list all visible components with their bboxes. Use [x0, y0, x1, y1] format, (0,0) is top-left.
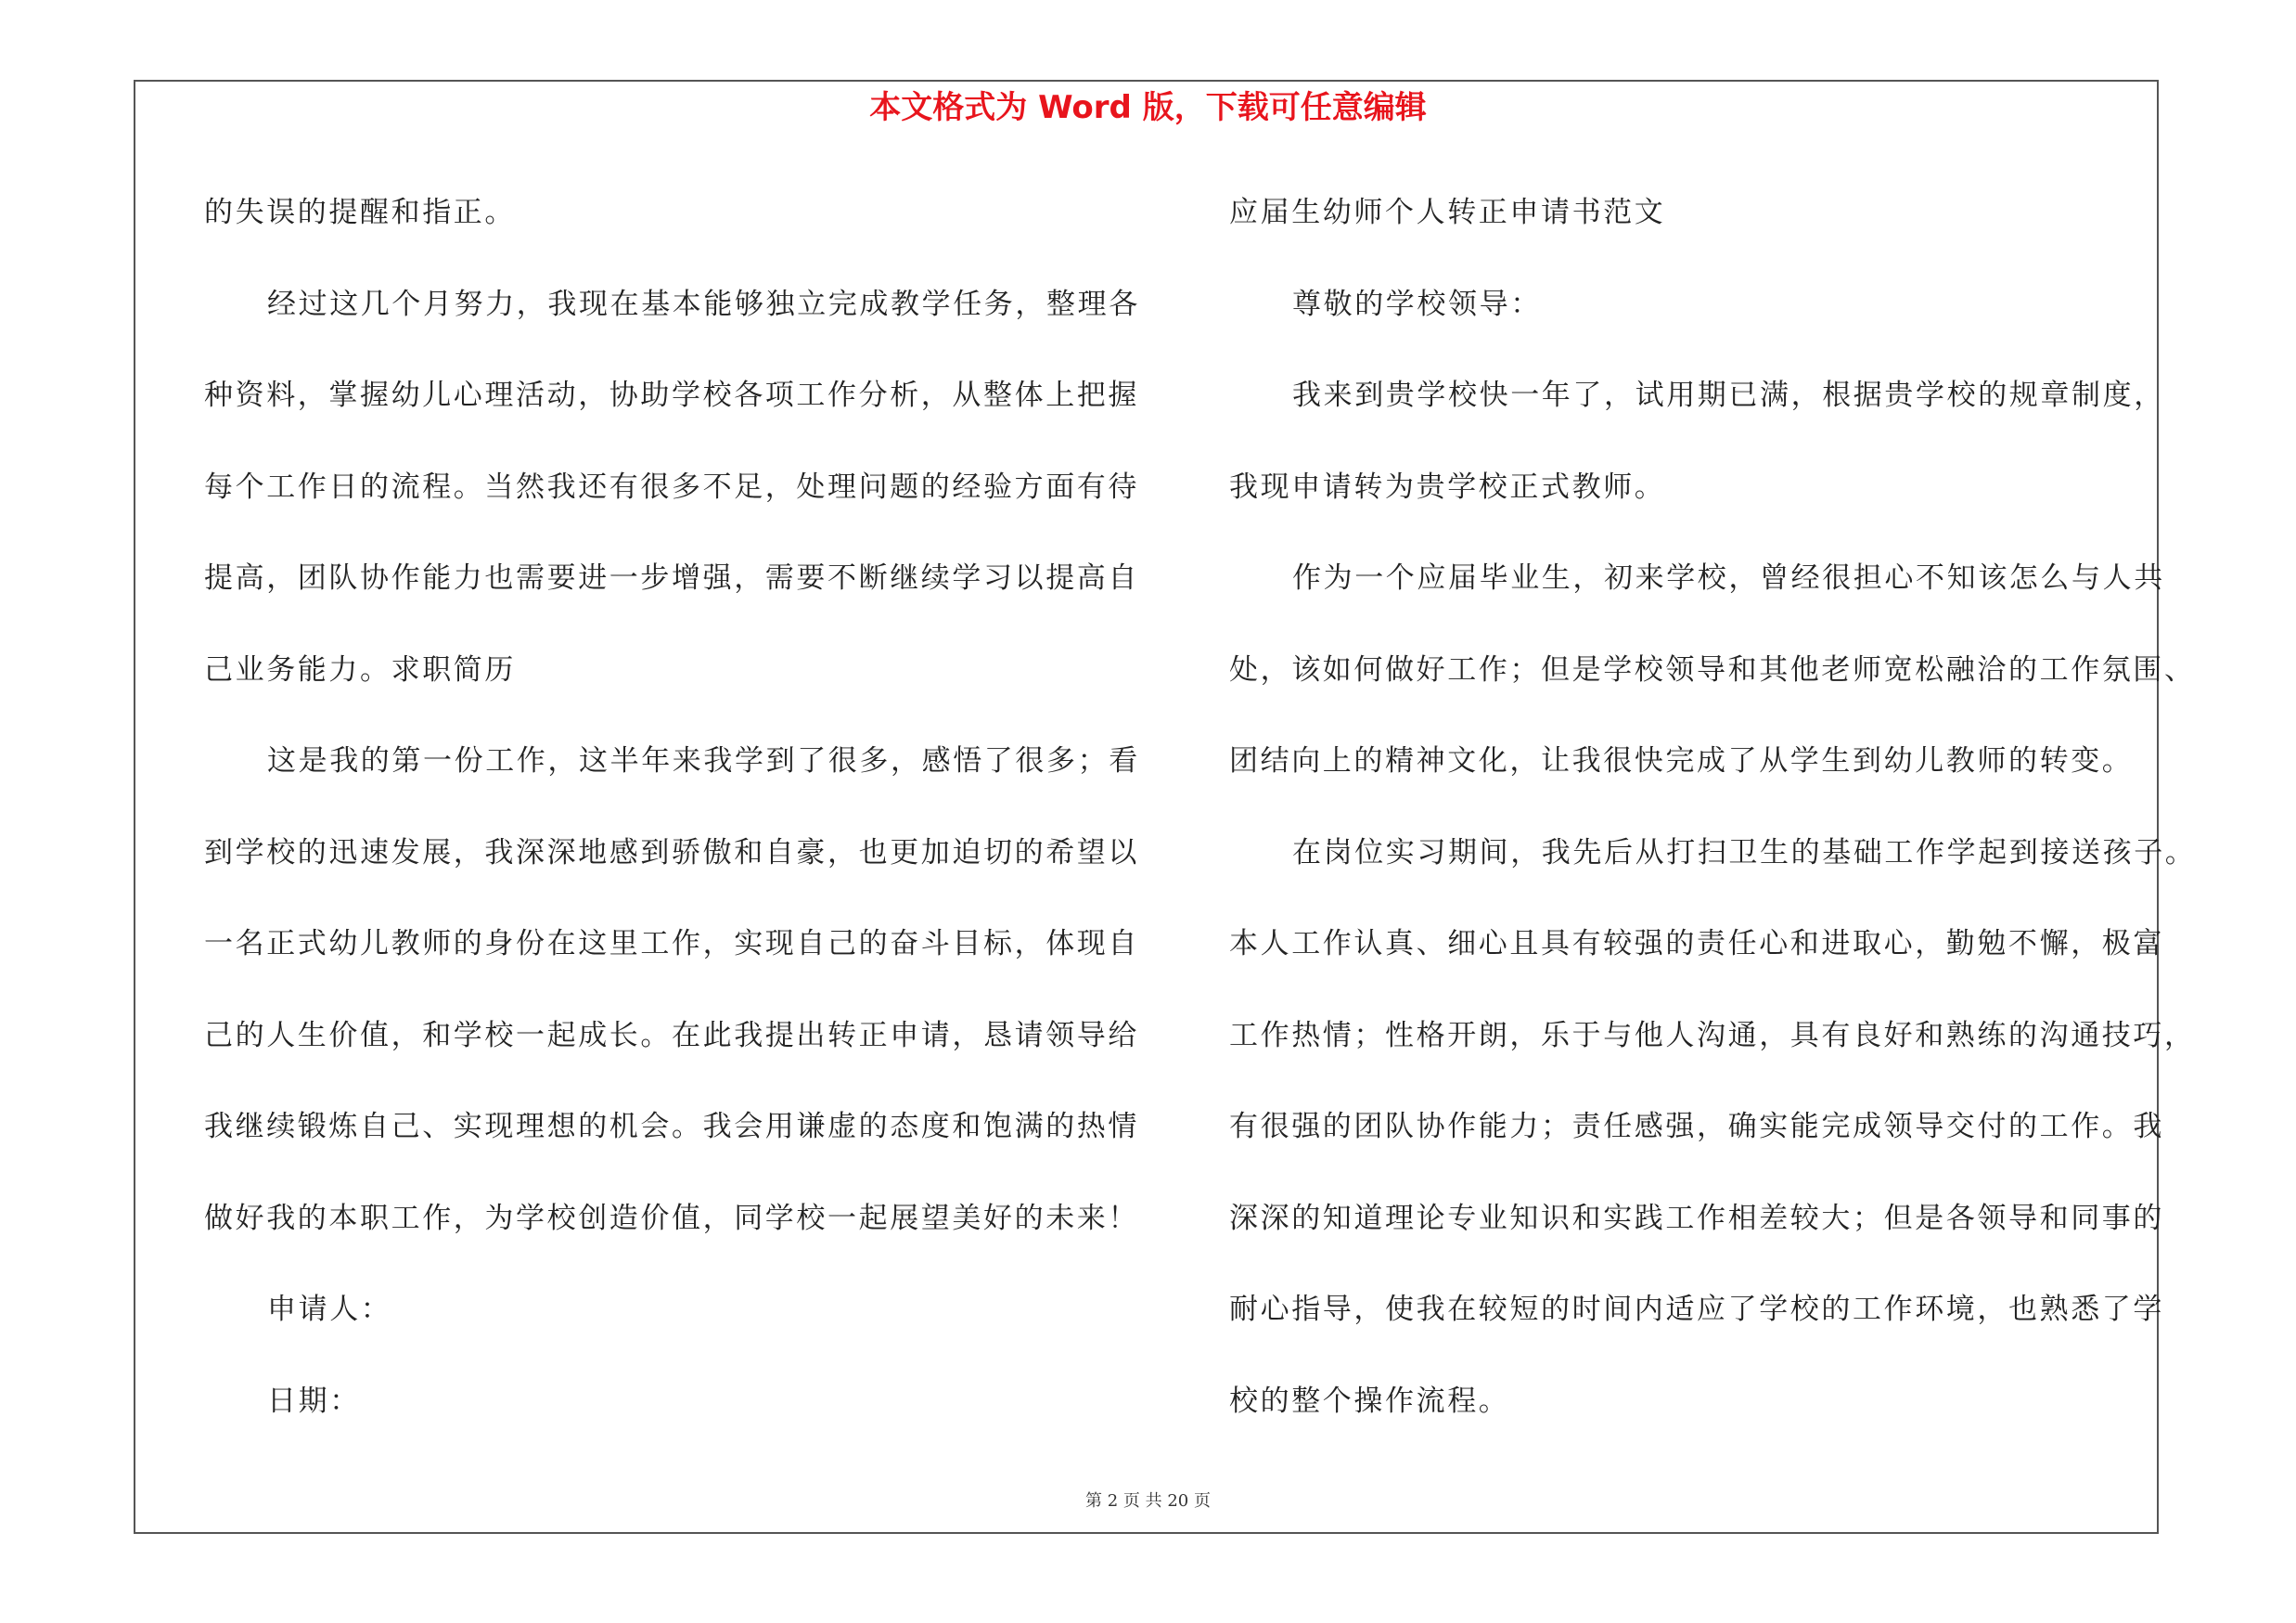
text-line: 在岗位实习期间，我先后从打扫卫生的基础工作学起到接送孩子。 [1292, 835, 2197, 869]
text-line: 工作热情；性格开朗，乐于与他人沟通，具有良好和熟练的沟通技巧， [1229, 1018, 2196, 1052]
text-line: 做好我的本职工作，为学校创造价值，同学校一起展望美好的未来！ [204, 1201, 1139, 1235]
text-line: 处，该如何做好工作；但是学校领导和其他老师宽松融洽的工作氛围、 [1229, 652, 2196, 687]
text-line: 己的人生价值，和学校一起成长。在此我提出转正申请，恳请领导给 [204, 1018, 1139, 1052]
text-line: 经过这几个月努力，我现在基本能够独立完成教学任务，整理各 [267, 287, 1140, 321]
text-line: 本人工作认真、细心且具有较强的责任心和进取心，勤勉不懈，极富 [1229, 927, 2164, 960]
text-line: 有很强的团队协作能力；责任感强，确实能完成领导交付的工作。我 [1229, 1110, 2164, 1143]
text-line: 耐心指导，使我在较短的时间内适应了学校的工作环境，也熟悉了学 [1229, 1293, 2164, 1326]
text-line: 日期： [267, 1384, 361, 1418]
text-line: 深深的知道理论专业知识和实践工作相差较大；但是各领导和同事的 [1229, 1201, 2164, 1235]
text-line: 校的整个操作流程。 [1229, 1384, 1510, 1418]
text-line: 我继续锻炼自己、实现理想的机会。我会用谦虚的态度和饱满的热情 [204, 1110, 1139, 1143]
text-line: 申请人： [267, 1293, 392, 1326]
text-line: 我来到贵学校快一年了，试用期已满，根据贵学校的规章制度， [1292, 379, 2165, 412]
text-line: 每个工作日的流程。当然我还有很多不足，处理问题的经验方面有待 [204, 470, 1139, 504]
text-line: 尊敬的学校领导： [1292, 287, 1542, 321]
text-line: 己业务能力。求职简历 [204, 652, 516, 687]
right-text-column [1229, 183, 2197, 1462]
text-line: 我现申请转为贵学校正式教师。 [1229, 470, 1666, 504]
text-line: 提高，团队协作能力也需要进一步增强，需要不断继续学习以提高自 [204, 561, 1139, 595]
text-line: 一名正式幼儿教师的身份在这里工作，实现自己的奋斗目标，体现自 [204, 927, 1139, 960]
text-line: 种资料，掌握幼儿心理活动，协助学校各项工作分析，从整体上把握 [204, 379, 1139, 412]
page-number-footer: 第 2 页 共 20 页 [1085, 1491, 1211, 1511]
word-format-banner: 本文格式为 Word 版，下载可任意编辑 [869, 89, 1427, 126]
text-line: 到学校的迅速发展，我深深地感到骄傲和自豪，也更加迫切的希望以 [204, 835, 1139, 869]
text-line: 团结向上的精神文化，让我很快完成了从学生到幼儿教师的转变。 [1229, 744, 2134, 778]
text-line: 的失误的提醒和指正。 [204, 196, 516, 229]
left-text-column [204, 183, 1140, 1462]
text-line: 作为一个应届毕业生，初来学校，曾经很担心不知该怎么与人共 [1292, 561, 2165, 595]
text-line: 这是我的第一份工作，这半年来我学到了很多，感悟了很多；看 [267, 744, 1140, 778]
text-line: 应届生幼师个人转正申请书范文 [1229, 196, 1666, 229]
